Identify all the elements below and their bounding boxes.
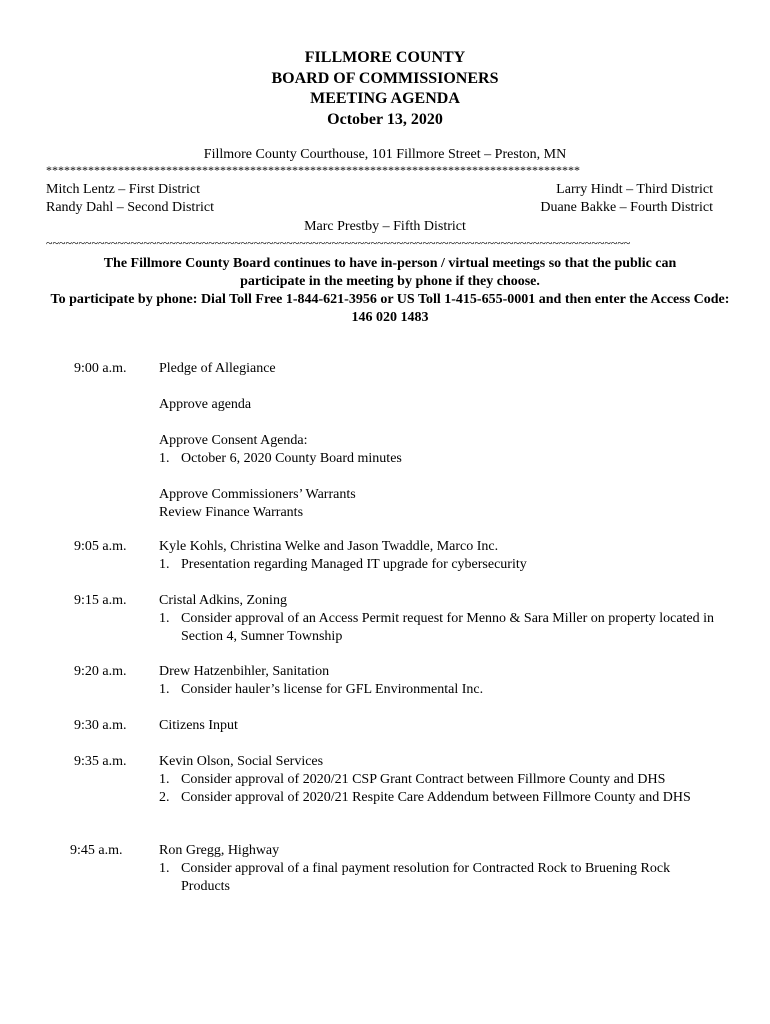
agenda-item: Review Finance Warrants bbox=[159, 505, 304, 520]
item-text: Consider approval of an Access Permit request for Menno & Sara Miller on property located in Section 4, Sumner Township bbox=[181, 611, 715, 644]
item-text: Consider approval of a final payment resolution for Contracted Rock to Bruening Rock Products bbox=[181, 861, 671, 894]
meeting-location: Fillmore County Courthouse, 101 Fillmore Street – Preston, MN bbox=[203, 147, 567, 162]
item-number: 1. bbox=[159, 861, 170, 876]
agenda-numbered-item bbox=[159, 556, 719, 574]
agenda-items bbox=[159, 842, 719, 896]
agenda-time: 9:30 a.m. bbox=[74, 718, 127, 733]
agenda-time: 9:45 a.m. bbox=[70, 843, 123, 858]
agenda-numbered-item bbox=[159, 681, 719, 699]
agenda-time: 9:00 a.m. bbox=[74, 361, 127, 376]
spacer bbox=[159, 414, 719, 432]
item-text: Consider hauler’s license for GFL Environmental Inc. bbox=[181, 682, 484, 697]
agenda-numbered-item bbox=[159, 610, 719, 646]
item-text: Presentation regarding Managed IT upgrade for cybersecurity bbox=[181, 557, 527, 572]
commissioner-third-district: Larry Hindt – Third District bbox=[556, 182, 713, 197]
agenda-items bbox=[159, 663, 719, 699]
agenda-time: 9:20 a.m. bbox=[74, 664, 127, 679]
phone-participation-notice bbox=[40, 255, 740, 327]
item-number: 1. bbox=[159, 772, 170, 787]
commissioner-fourth-district: Duane Bakke – Fourth District bbox=[540, 200, 713, 215]
agenda-items bbox=[159, 753, 719, 807]
agenda-time: 9:15 a.m. bbox=[74, 593, 127, 608]
item-number: 1. bbox=[159, 451, 170, 466]
agenda-numbered-item bbox=[159, 860, 719, 896]
agenda-items bbox=[159, 717, 719, 735]
agenda-item: Approve Commissioners’ Warrants bbox=[159, 487, 356, 502]
commissioner-second-district: Randy Dahl – Second District bbox=[46, 200, 214, 215]
notice-in-person-virtual: The Fillmore County Board continues to have in-person / virtual meetings so that the public can participate in the meeting by phone if they choose. bbox=[103, 256, 677, 289]
agenda-numbered-item bbox=[159, 771, 719, 789]
agenda-item: Pledge of Allegiance bbox=[159, 361, 276, 376]
document-title bbox=[0, 48, 770, 130]
agenda-time: 9:35 a.m. bbox=[74, 754, 127, 769]
agenda-item: Citizens Input bbox=[159, 718, 238, 733]
agenda-item: Cristal Adkins, Zoning bbox=[159, 593, 287, 608]
title-board: BOARD OF COMMISSIONERS bbox=[271, 69, 499, 87]
tilde-separator: ~~~~~~~~~~~~~~~~~~~~~~~~~~~~~~~~~~~~~~~~~~~~~~~~~~~~~~~~~~~~~~~~~~~~~~~~~~~~~~~~~~~~~~~~~~ bbox=[46, 236, 631, 250]
spacer bbox=[159, 468, 719, 486]
agenda-item: Approve agenda bbox=[159, 397, 252, 412]
agenda-item: Drew Hatzenbihler, Sanitation bbox=[159, 664, 330, 679]
item-text: Consider approval of 2020/21 Respite Care Addendum between Fillmore County and DHS bbox=[181, 790, 691, 805]
star-separator: ***************************************************************************************** bbox=[46, 163, 580, 177]
agenda-item: Approve Consent Agenda: bbox=[159, 433, 308, 448]
agenda-items bbox=[159, 538, 719, 574]
title-date: October 13, 2020 bbox=[327, 110, 443, 128]
notice-dial-in: To participate by phone: Dial Toll Free 1-844-621-3956 or US Toll 1-415-655-0001 and then enter the Access Code: 146 020 1483 bbox=[50, 292, 730, 325]
agenda-items bbox=[159, 360, 719, 522]
title-agenda: MEETING AGENDA bbox=[310, 90, 460, 107]
item-text: Consider approval of 2020/21 CSP Grant Contract between Fillmore County and DHS bbox=[181, 772, 666, 787]
spacer bbox=[159, 378, 719, 396]
agenda-numbered-item bbox=[159, 450, 719, 468]
commissioner-first-district: Mitch Lentz – First District bbox=[46, 182, 200, 197]
title-county: FILLMORE COUNTY bbox=[304, 49, 466, 66]
agenda-item: Kyle Kohls, Christina Welke and Jason Twaddle, Marco Inc. bbox=[159, 539, 499, 554]
agenda-item: Kevin Olson, Social Services bbox=[159, 754, 324, 769]
commissioner-fifth-district: Marc Prestby – Fifth District bbox=[304, 219, 466, 234]
agenda-item: Ron Gregg, Highway bbox=[159, 843, 280, 858]
item-number: 1. bbox=[159, 611, 170, 626]
agenda-time: 9:05 a.m. bbox=[74, 539, 127, 554]
item-number: 2. bbox=[159, 790, 170, 805]
item-text: October 6, 2020 County Board minutes bbox=[181, 451, 402, 466]
item-number: 1. bbox=[159, 557, 170, 572]
item-number: 1. bbox=[159, 682, 170, 697]
agenda-numbered-item bbox=[159, 789, 719, 807]
agenda-items bbox=[159, 592, 719, 646]
